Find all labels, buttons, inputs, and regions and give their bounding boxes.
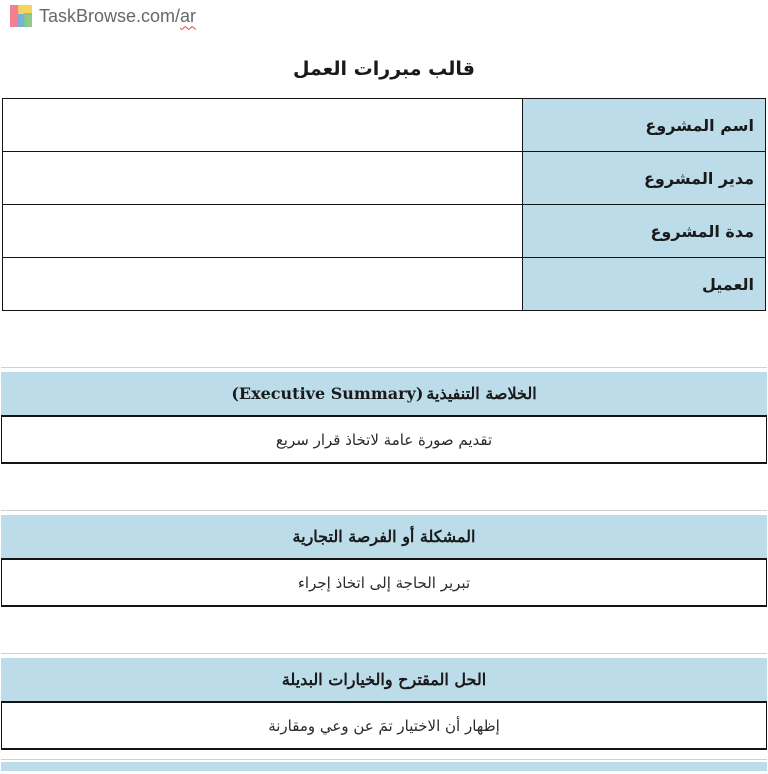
section-body-text: تقديم صورة عامة لاتخاذ قرار سريع [275, 430, 493, 449]
label-project-duration: مدة المشروع [523, 205, 766, 258]
label-project-name: اسم المشروع [523, 99, 766, 152]
value-cell-project-name[interactable] [3, 99, 523, 152]
value-cell-project-duration[interactable] [3, 205, 523, 258]
logo-green-square [24, 13, 32, 27]
label-project-manager: مدير المشروع [523, 152, 766, 205]
section-header-proposed-solution [1, 658, 767, 701]
taskbrowse-logo-icon [10, 5, 32, 27]
section-header-executive-summary [1, 372, 767, 415]
section-executive-summary [1, 367, 767, 464]
site-header [0, 0, 768, 29]
next-section-partial-header [1, 759, 767, 771]
section-problem-opportunity [1, 510, 767, 607]
page-title: قالب مبررات العمل [292, 58, 475, 80]
project-info-table [2, 98, 766, 311]
table-row-client [3, 258, 766, 311]
next-section-blue-fill [1, 762, 767, 771]
table-row-project-duration [3, 205, 766, 258]
value-cell-client[interactable] [3, 258, 523, 311]
site-url [39, 6, 196, 27]
section-body-problem-opportunity [1, 558, 767, 607]
section-header-arabic: الخلاصة التنفيذية [426, 384, 537, 403]
brand-link[interactable] [10, 5, 196, 27]
section-body-proposed-solution [1, 701, 767, 750]
section-header-arabic: المشكلة أو الفرصة التجارية [292, 527, 476, 546]
table-row-project-name [3, 99, 766, 152]
table-row-project-manager [3, 152, 766, 205]
section-body-text: تبرير الحاجة إلى اتخاذ إجراء [297, 573, 471, 592]
section-proposed-solution [1, 653, 767, 750]
value-cell-project-manager[interactable] [3, 152, 523, 205]
section-body-text: إظهار أن الاختيار تمَ عن وعي ومقارنة [268, 716, 500, 735]
section-header-english: (Executive Summary) [231, 384, 424, 403]
site-url-main: TaskBrowse.com/ [39, 5, 181, 26]
site-url-suffix-misspelled: ar [180, 5, 197, 26]
section-header-arabic: الحل المقترح والخيارات البديلة [281, 670, 487, 689]
label-client: العميل [523, 258, 766, 311]
section-body-executive-summary [1, 415, 767, 464]
section-header-problem-opportunity [1, 515, 767, 558]
